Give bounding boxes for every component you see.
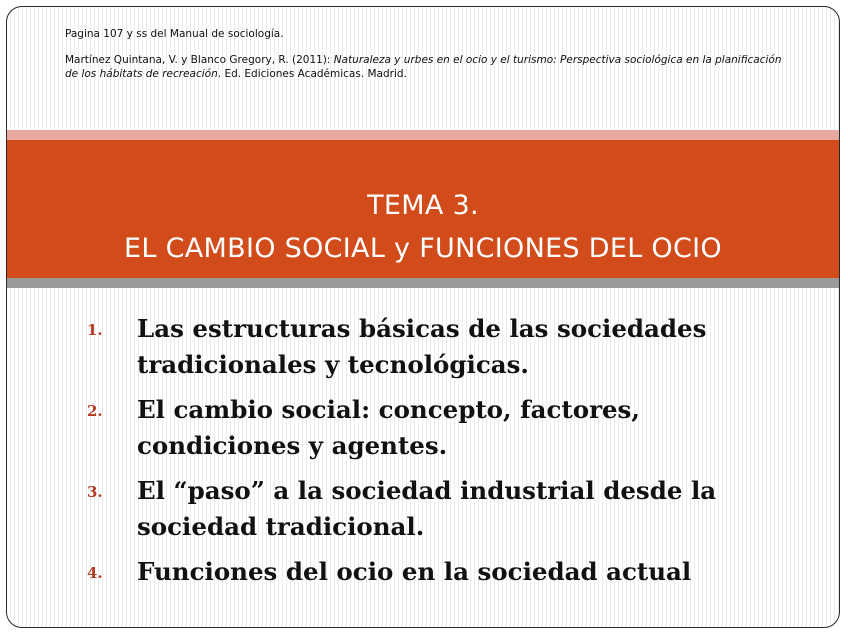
agenda-text: El cambio social: concepto, factores, condiciones y agentes. (137, 395, 640, 460)
agenda-item (77, 311, 777, 383)
agenda-number: 3. (87, 483, 103, 501)
agenda-number: 2. (87, 402, 103, 420)
agenda-text: Funciones del ocio en la sociedad actual (137, 557, 692, 586)
agenda-text: El “paso” a la sociedad industrial desde la sociedad tradicional. (137, 476, 717, 541)
title-banner (7, 140, 839, 278)
agenda-text: Las estructuras básicas de las sociedades tradicionales y tecnológicas. (137, 314, 707, 379)
banner-title-line2: EL CAMBIO SOCIAL y FUNCIONES DEL OCIO (124, 233, 722, 264)
agenda-list (77, 311, 777, 599)
reference-publisher: . Ed. Ediciones Académicas. Madrid. (217, 68, 407, 80)
agenda-item (77, 392, 777, 464)
agenda-number: 1. (87, 321, 103, 339)
reference-title: Naturaleza y urbes en el ocio y el turismo: Perspectiva sociológica en la planificación de los hábitats de recreación (65, 54, 782, 80)
agenda-item (77, 554, 777, 590)
references (65, 27, 785, 81)
reference-book (65, 53, 785, 81)
agenda-number: 4. (87, 564, 103, 582)
banner-top-accent (7, 130, 839, 140)
reference-authors: Martínez Quintana, V. y Blanco Gregory, R. (2011): (65, 54, 334, 66)
slide (6, 6, 840, 628)
reference-manual: Pagina 107 y ss del Manual de sociología. (65, 28, 284, 40)
agenda-item (77, 473, 777, 545)
banner-title-line1: TEMA 3. (367, 190, 479, 221)
banner-bottom-accent (7, 278, 839, 288)
